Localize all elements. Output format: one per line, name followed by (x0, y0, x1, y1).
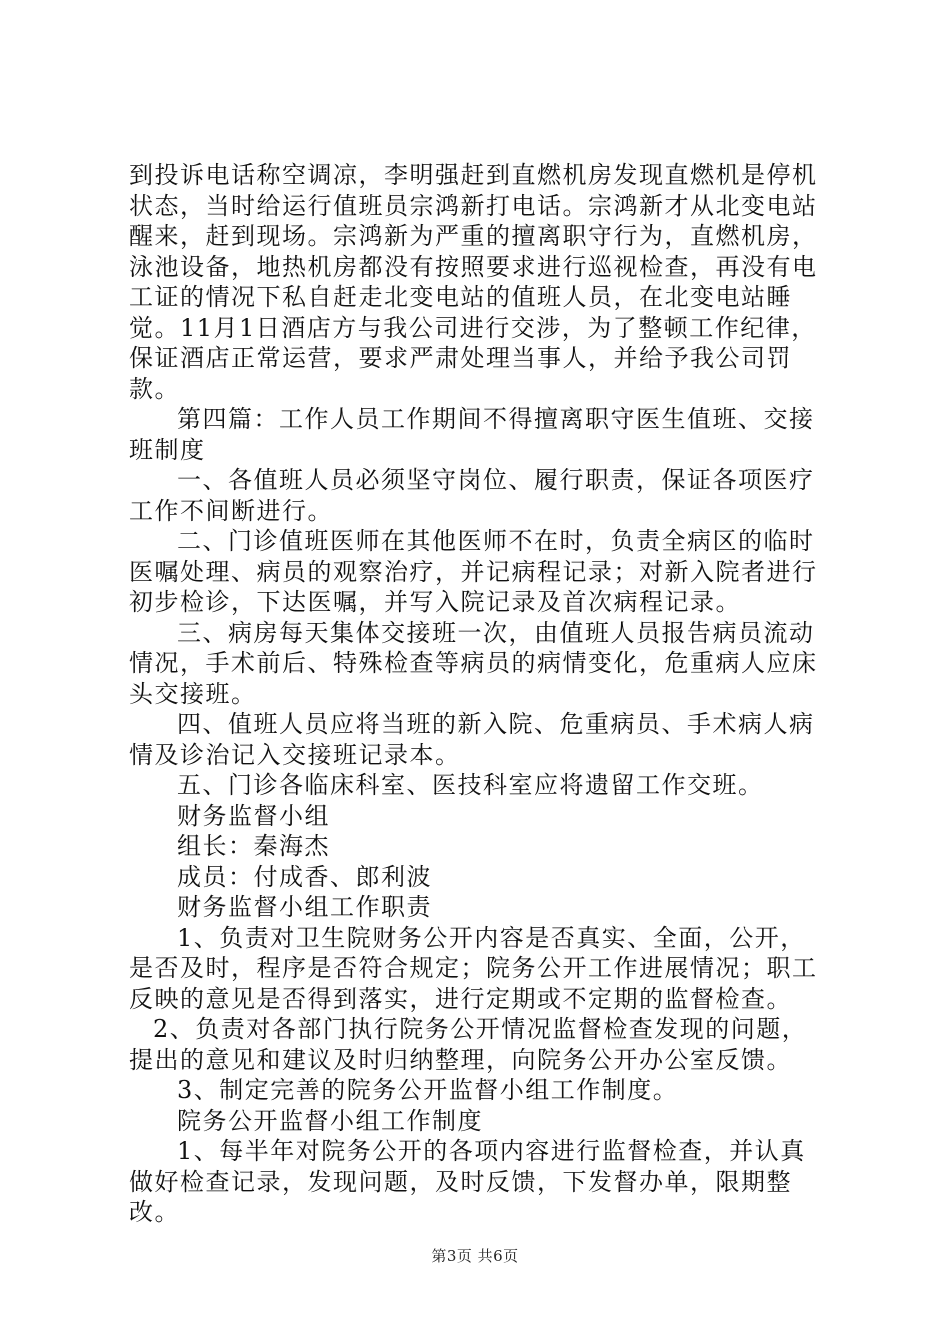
paragraph: 二、门诊值班医师在其他医师不在时，负责全病区的临时医嘱处理、病员的观察治疗，并记病程记录；对新入院者进行初步检诊，下达医嘱，并写入院记录及首次病程记录。 (129, 527, 818, 616)
paragraph: 2、负责对各部门执行院务公开情况监督检查发现的问题，提出的意见和建议及时归纳整理，向院务公开办公室反馈。 (129, 1015, 808, 1074)
document-body (129, 160, 829, 1228)
section-heading: 第四篇：工作人员工作期间不得擅离职守医生值班、交接班制度 (129, 405, 815, 464)
paragraph: 三、病房每天集体交接班一次，由值班人员报告病员流动情况，手术前后、特殊检查等病员的病情变化，危重病人应床头交接班。 (129, 618, 818, 708)
paragraph: 四、值班人员应将当班的新入院、危重病员、手术病人病情及诊治记入交接班记录本。 (129, 710, 815, 769)
section-heading: 财务监督小组工作职责 (177, 893, 432, 921)
group-leader: 组长：秦海杰 (177, 832, 330, 860)
section-heading: 院务公开监督小组工作制度 (177, 1106, 483, 1135)
paragraph: 到投诉电话称空调凉，李明强赶到直燃机房发现直燃机是停机状态，当时给运行值班员宗鸿新打电话。宗鸿新才从北变电站醒来，赶到现场。宗鸿新为严重的擅离职守行为，直燃机房，泳池设备，地热机房都没有按照要求进行巡视检查，再没有电工证的情况下私自赶走北变电站的值班人员，在北变电站睡觉。11月1日酒店方与我公司进行交涉，为了整顿工作纪律，保证酒店正常运营，要求严肃处理当事人，并给予我公司罚款。 (129, 161, 818, 403)
paragraph: 五、门诊各临床科室、医技科室应将遗留工作交班。 (177, 771, 764, 799)
page-number-footer: 第3页 共6页 (431, 1247, 519, 1265)
paragraph: 一、各值班人员必须坚守岗位、履行职责，保证各项医疗工作不间断进行。 (129, 466, 815, 525)
paragraph: 1、负责对卫生院财务公开内容是否真实、全面，公开，是否及时，程序是否符合规定；院务公开工作进展情况；职工反映的意见是否得到落实，进行定期或不定期的监督检查。 (129, 923, 818, 1013)
group-members: 成员：付成香、郎利波 (177, 862, 432, 891)
paragraph: 3、制定完善的院务公开监督小组工作制度。 (177, 1076, 679, 1104)
group-title: 财务监督小组 (177, 801, 330, 830)
paragraph: 1、每半年对院务公开的各项内容进行监督检查，并认真做好检查记录，发现问题，及时反馈，下发督办单，限期整改。 (129, 1137, 806, 1226)
